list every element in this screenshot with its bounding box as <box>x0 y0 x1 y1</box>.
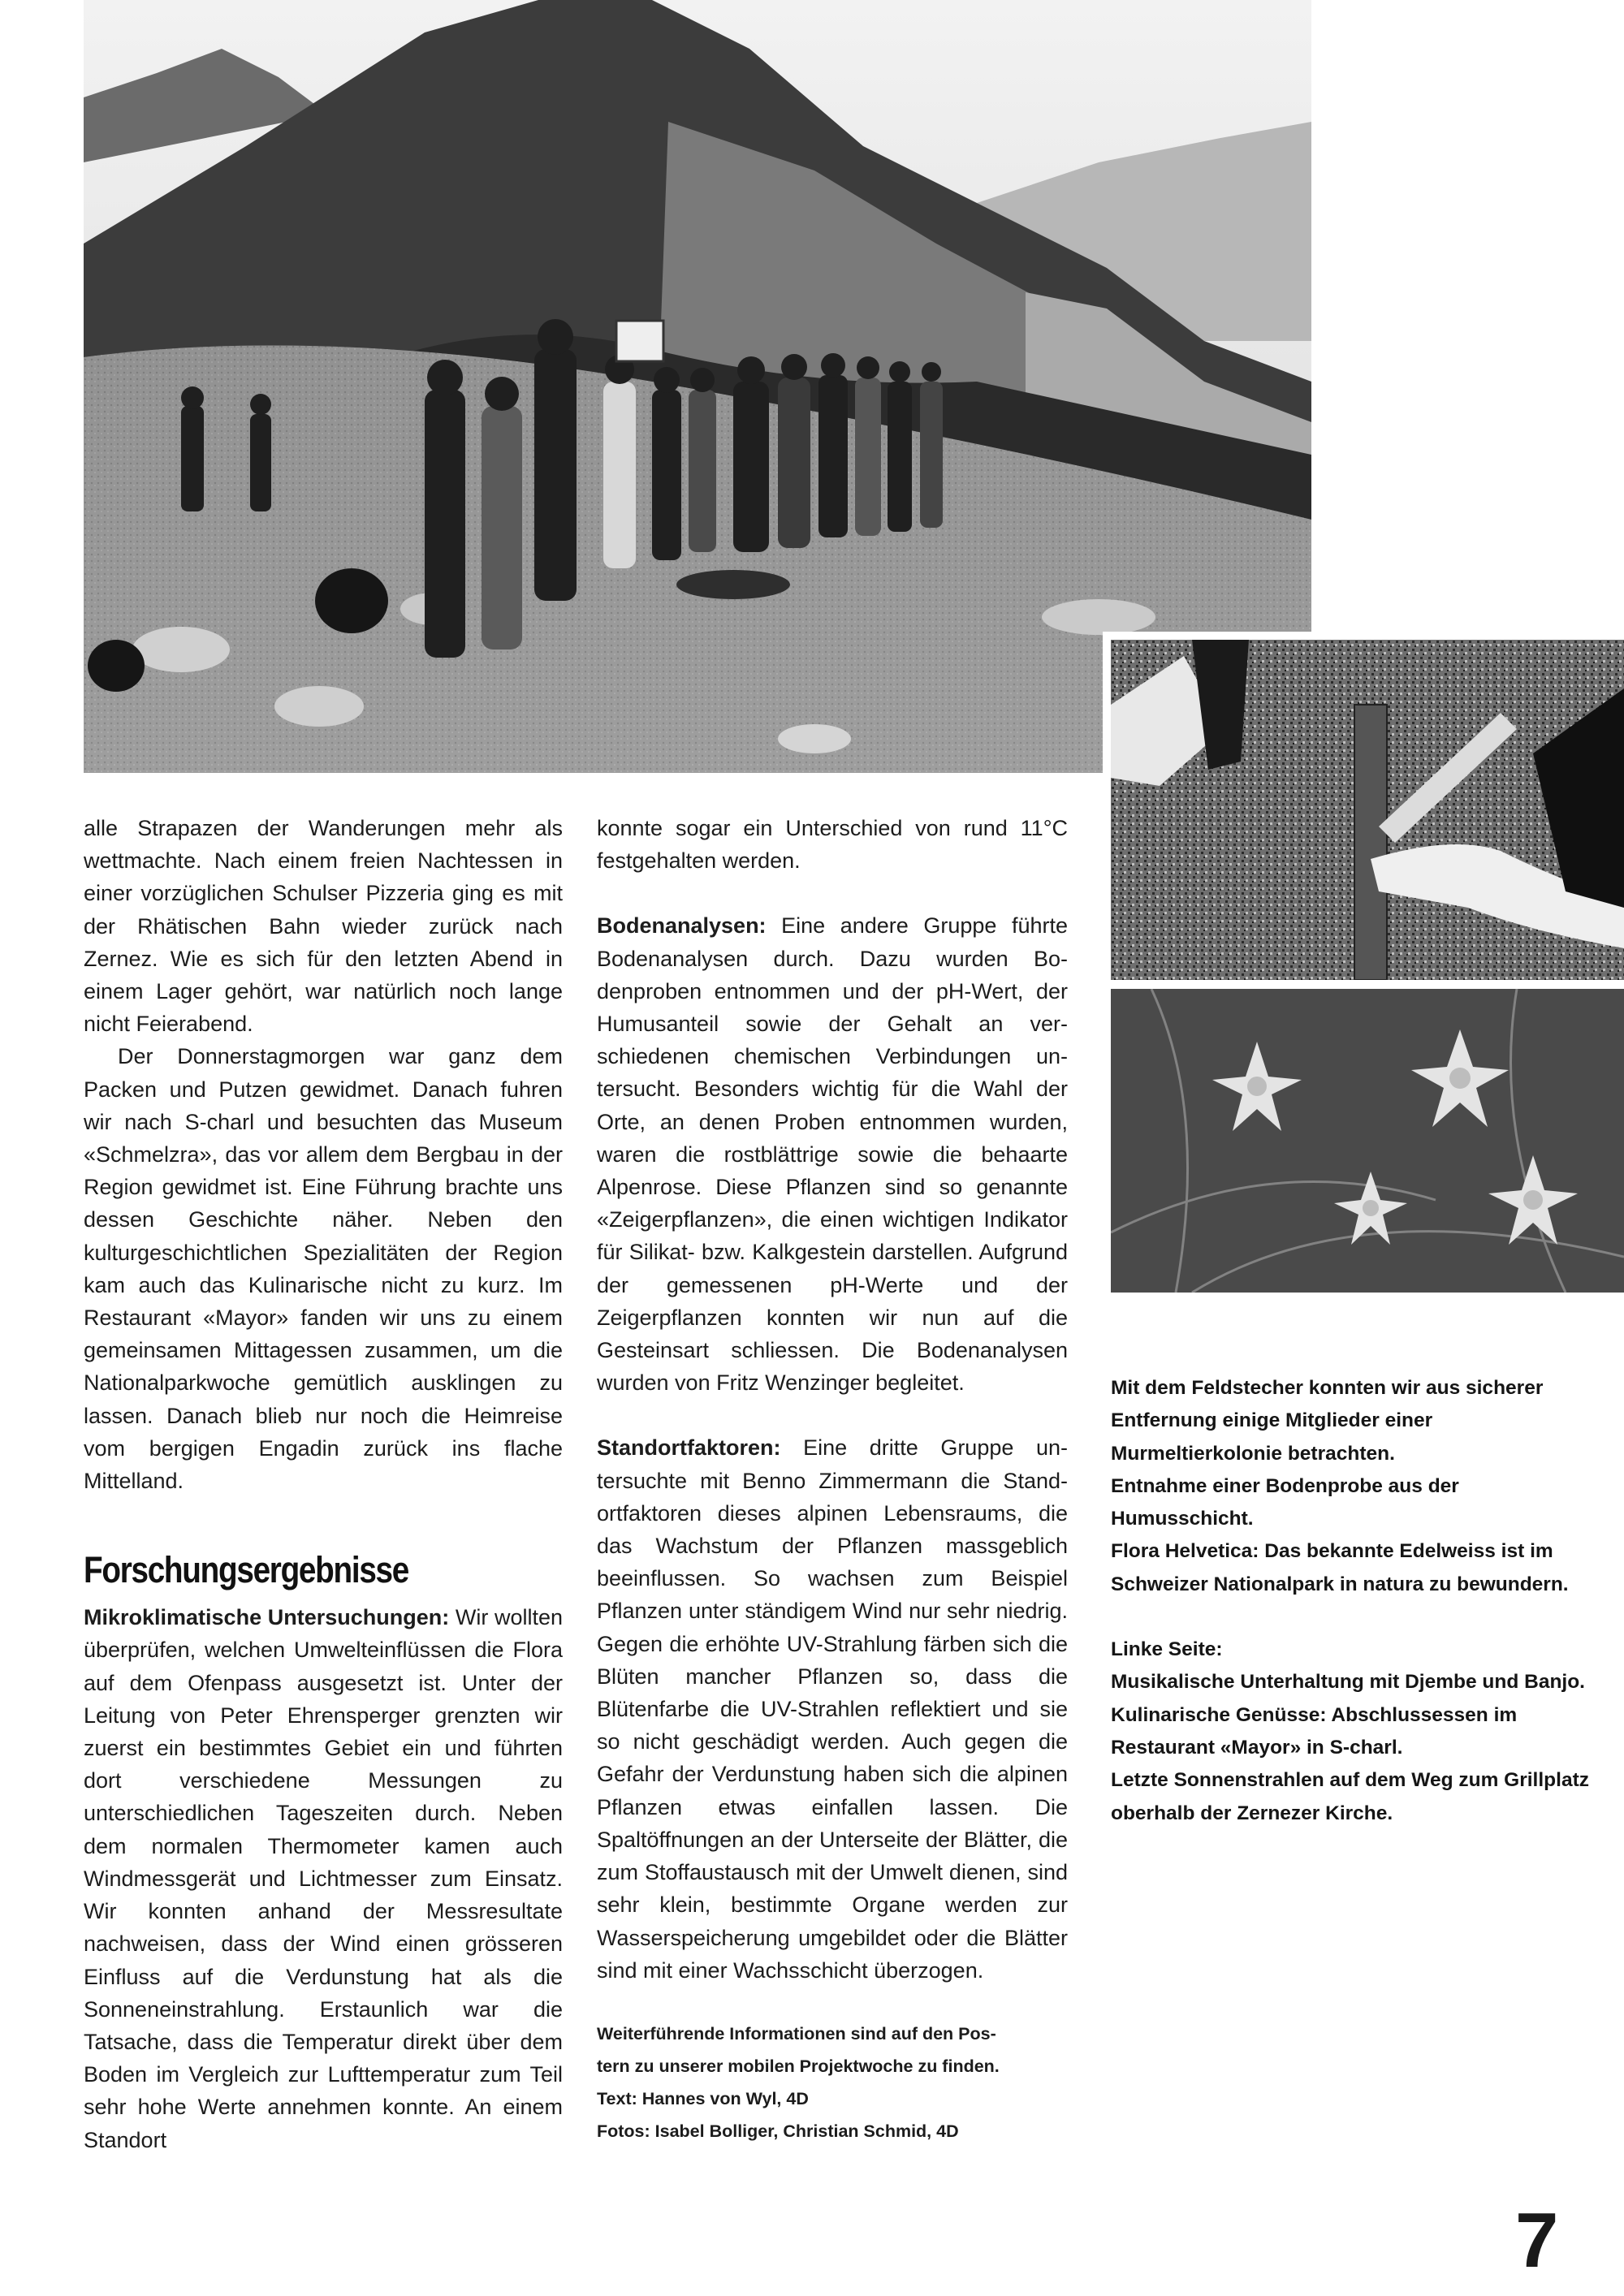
soil-sample-image <box>1111 640 1624 980</box>
edelweiss-photo <box>1111 989 1624 1293</box>
paragraph-evening: alle Strapazen der Wanderungen mehr als wettmachte. Nach einem freien Nachtessen in einer vorzüglichen Schulser Pizzeria ging es mit der Rhätischen Bahn wieder zurück nach Zernez. Wie es sich für den letzten Abend in einem Lager gehört, war natürlich noch lange nicht Feierabend. <box>84 816 563 1037</box>
paragraph-soil-analysis <box>597 909 1068 1399</box>
paragraph-microclimate <box>84 1601 563 2156</box>
photo-captions <box>1111 1372 1598 1830</box>
credits-info-line-2: tern zu unserer mobilen Projektwoche zu finden. <box>597 2056 1000 2076</box>
caption-left-page-label: Linke Seite: <box>1111 1638 1223 1661</box>
article-column-2 <box>597 812 1068 2147</box>
soil-sample-photo <box>1111 640 1624 980</box>
caption-edelweiss: Flora Helvetica: Das bekannte Edelweiss ist im Schweizer Nationalpark in natura zu bewundern. <box>1111 1540 1569 1595</box>
body-microclimate: Wir wollten überprüfen, welchen Umwelteinflüssen die Flora auf dem Ofenpass ausgesetzt ist. Unter der Leitung von Peter Ehrensperger grenzten wir zuerst ein bestimmtes Gebiet ein und führten dort verschiedene Messungen zu unterschiedlichen Tageszeiten durch. Neben dem normalen Thermometer kamen auch Windmessgerät und Lichtmesser zum Einsatz. Wir konnten anhand der Messresultate nachweisen, dass der Wind einen grösseren Einfluss auf die Verdunstung hat als die Sonneneinstrahlung. Erstaunlich war die Tatsache, dass die Temperatur direkt über dem Boden im Vergleich zur Lufttemperatur zum Teil sehr hohe Werte annehmen konnte. An einem Standort <box>84 1605 563 2152</box>
caption-sunset: Letzte Sonnenstrahlen auf dem Weg zum Grillplatz oberhalb der Zernezer Kirche. <box>1111 1769 1589 1824</box>
lead-microclimate: Mikroklimatische Untersuchungen: <box>84 1605 450 1630</box>
section-heading-research-results: Forschungsergebnisse <box>84 1549 409 1591</box>
caption-soil-sample: Entnahme einer Bodenprobe aus der Humusschicht. <box>1111 1474 1459 1530</box>
caption-music: Musikalische Unterhaltung mit Djembe und Banjo. <box>1111 1671 1585 1694</box>
body-site-factors: Eine dritte Gruppe untersuchte mit Benno Zimmermann die Standortfaktoren dieses alpinen Lebensraums, die das Wachstum der Pflanzen massgeblich beeinflussen. So wachsen zum Beispiel Pflanzen unter ständigem Wind nur sehr niedrig. Gegen die erhöhte UV-Strahlung färben sich die Blüten mancher Pflanzen so, dass die Blütenfarbe die UV-Strahlen reflektiert und sie so nicht geschädigt werden. Auch gegen die Gefahr der Verdunstung haben sich die alpinen Pflanzen etwas einfallen lassen. Die Spaltöffnungen an der Unterseite der Blätter, die zum Stoffaustausch mit der Umwelt dienen, sind sehr klein, bestimmte Organe werden zur Wasserspeicherung umgebildet oder die Blätter sind mit einer Wachsschicht überzogen. <box>597 1435 1068 1983</box>
paragraph-thursday: Der Donnerstagmorgen war ganz dem Packen und Putzen gewidmet. Danach fuhren wir nach S-charl und besuchten das Museum «Schmelzra», das vor allem dem Bergbau in der Region gewidmet ist. Eine Führung brachte uns dessen Geschichte näher. Neben den kulturgeschichtlichen Spezialitäten der Region kam auch das Kulinarische nicht zu kurz. Im Restaurant «Mayor» fanden wir uns zu einem gemeinsamen Mittagessen zusammen, um die Nationalparkwoche gemütlich ausklingen zu lassen. Danach blieb nur noch die Heimreise vom bergigen Engadin zurück ins flache Mittelland. <box>84 1044 563 1494</box>
credits-text-author: Text: Hannes von Wyl, 4D <box>597 2088 809 2108</box>
credits-photographers: Fotos: Isabel Bolliger, Christian Schmid, 4D <box>597 2121 959 2141</box>
paragraph-temperature-difference: konnte sogar ein Unterschied von rund 11°C festgehalten werden. <box>597 816 1068 874</box>
edelweiss-image <box>1111 989 1624 1293</box>
credits-info-line-1: Weiterführende Informationen sind auf den Pos- <box>597 2023 996 2044</box>
page-number: 7 <box>1515 2197 1559 2284</box>
paragraph-site-factors <box>597 1431 1068 1986</box>
lead-soil-analysis: Bodenanalysen: <box>597 913 767 939</box>
article-credits <box>597 2018 1068 2147</box>
caption-dinner: Kulinarische Genüsse: Abschlussessen im Restaurant «Mayor» in S-charl. <box>1111 1703 1518 1759</box>
article-column-1 <box>84 812 563 2156</box>
body-soil-analysis: Eine andere Gruppe führte Bodenanalysen durch. Dazu wurden Bodenproben entnommen und der pH-Wert, der Humusanteil sowie der Gehalt an verschiedenen chemischen Verbindungen untersucht. Besonders wichtig für die Wahl der Orte, an denen Proben entnommen wurden, waren die rostblättrige sowie die behaarte Alpenrose. Diese Pflanzen sind so genannte «Zeigerpflanzen», die einen wichtigen Indikator für Silikat- bzw. Kalkgestein darstellen. Aufgrund der gemessenen pH-Werte und der Zeigerpflanzen konnten wir nun auf die Gesteinsart schliessen. Die Bodenanalysen wurden von Fritz Wenzinger begleitet. <box>597 913 1068 1396</box>
caption-binoculars: Mit dem Feldstecher konnten wir aus sicherer Entfernung einige Mitglieder einer Murmeltierkolonie betrachten. <box>1111 1377 1544 1465</box>
lead-site-factors: Standortfaktoren: <box>597 1435 781 1461</box>
